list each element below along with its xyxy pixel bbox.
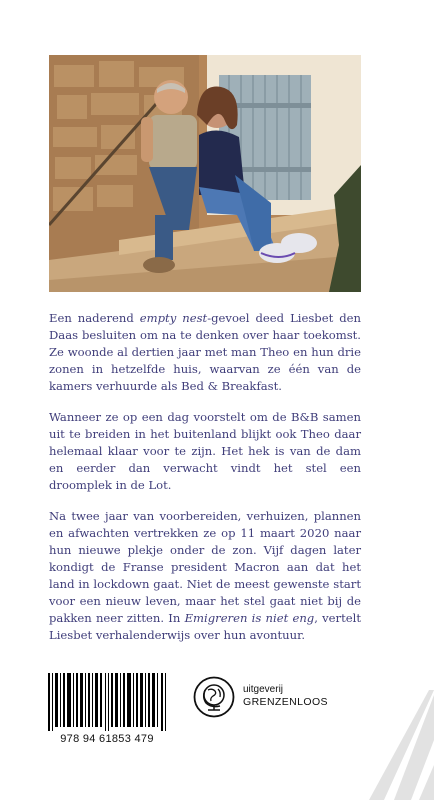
barcode-icon [46, 673, 168, 731]
blurb-text: Een naderend [49, 311, 140, 325]
blurb-text: , vertelt Liesbet verhalenderwijs over hun avontuur. [49, 611, 361, 642]
blurb-paragraph-2: Wanneer ze op een dag voorstelt om de B&B samen uit te breiden in het buitenland blijkt ook Theo daar helemaal klaar voor te zijn. Het hek is van de dam en eerder dan verwacht vindt het stel een droomplek in de Lot. [49, 410, 361, 492]
publisher-line-1: uitgeverij [243, 684, 284, 695]
cover-photo [49, 55, 361, 292]
decorative-stripes [339, 690, 434, 800]
publisher-name [243, 684, 328, 709]
blurb-text: -gevoel deed Liesbet den Daas besluiten om na te denken over haar toekomst. Ze woonde al dertien jaar met man Theo en hun drie zonen in hetzelfde huis, waarvan ze één van de kamers verhuurde als Bed & Breakfast. [49, 311, 361, 393]
book-title-emphasis: Emigreren is niet eng [184, 611, 315, 625]
isbn-barcode-block [46, 673, 168, 753]
globe-icon [193, 676, 235, 718]
publisher-line-2: GRENZENLOOS [243, 696, 328, 708]
blurb-text: Na twee jaar van voorbereiden, verhuizen, plannen en afwachten vertrekken ze op 11 maart 2020 naar hun nieuwe plekje onder de zon. Vijf dagen later kondigt de Franse president Macron aan dat het land in lockdown gaat. Niet de meest gewenste start voor een nieuw leven, maar het stel gaat niet bij de pakken neer zitten. In [49, 509, 361, 625]
blurb-emphasis: empty nest [139, 311, 208, 325]
back-cover-blurb [49, 310, 361, 658]
blurb-paragraph-3 [49, 508, 361, 644]
isbn-number: 978 94 61853 479 [60, 733, 154, 745]
blurb-paragraph-1 [49, 310, 361, 395]
